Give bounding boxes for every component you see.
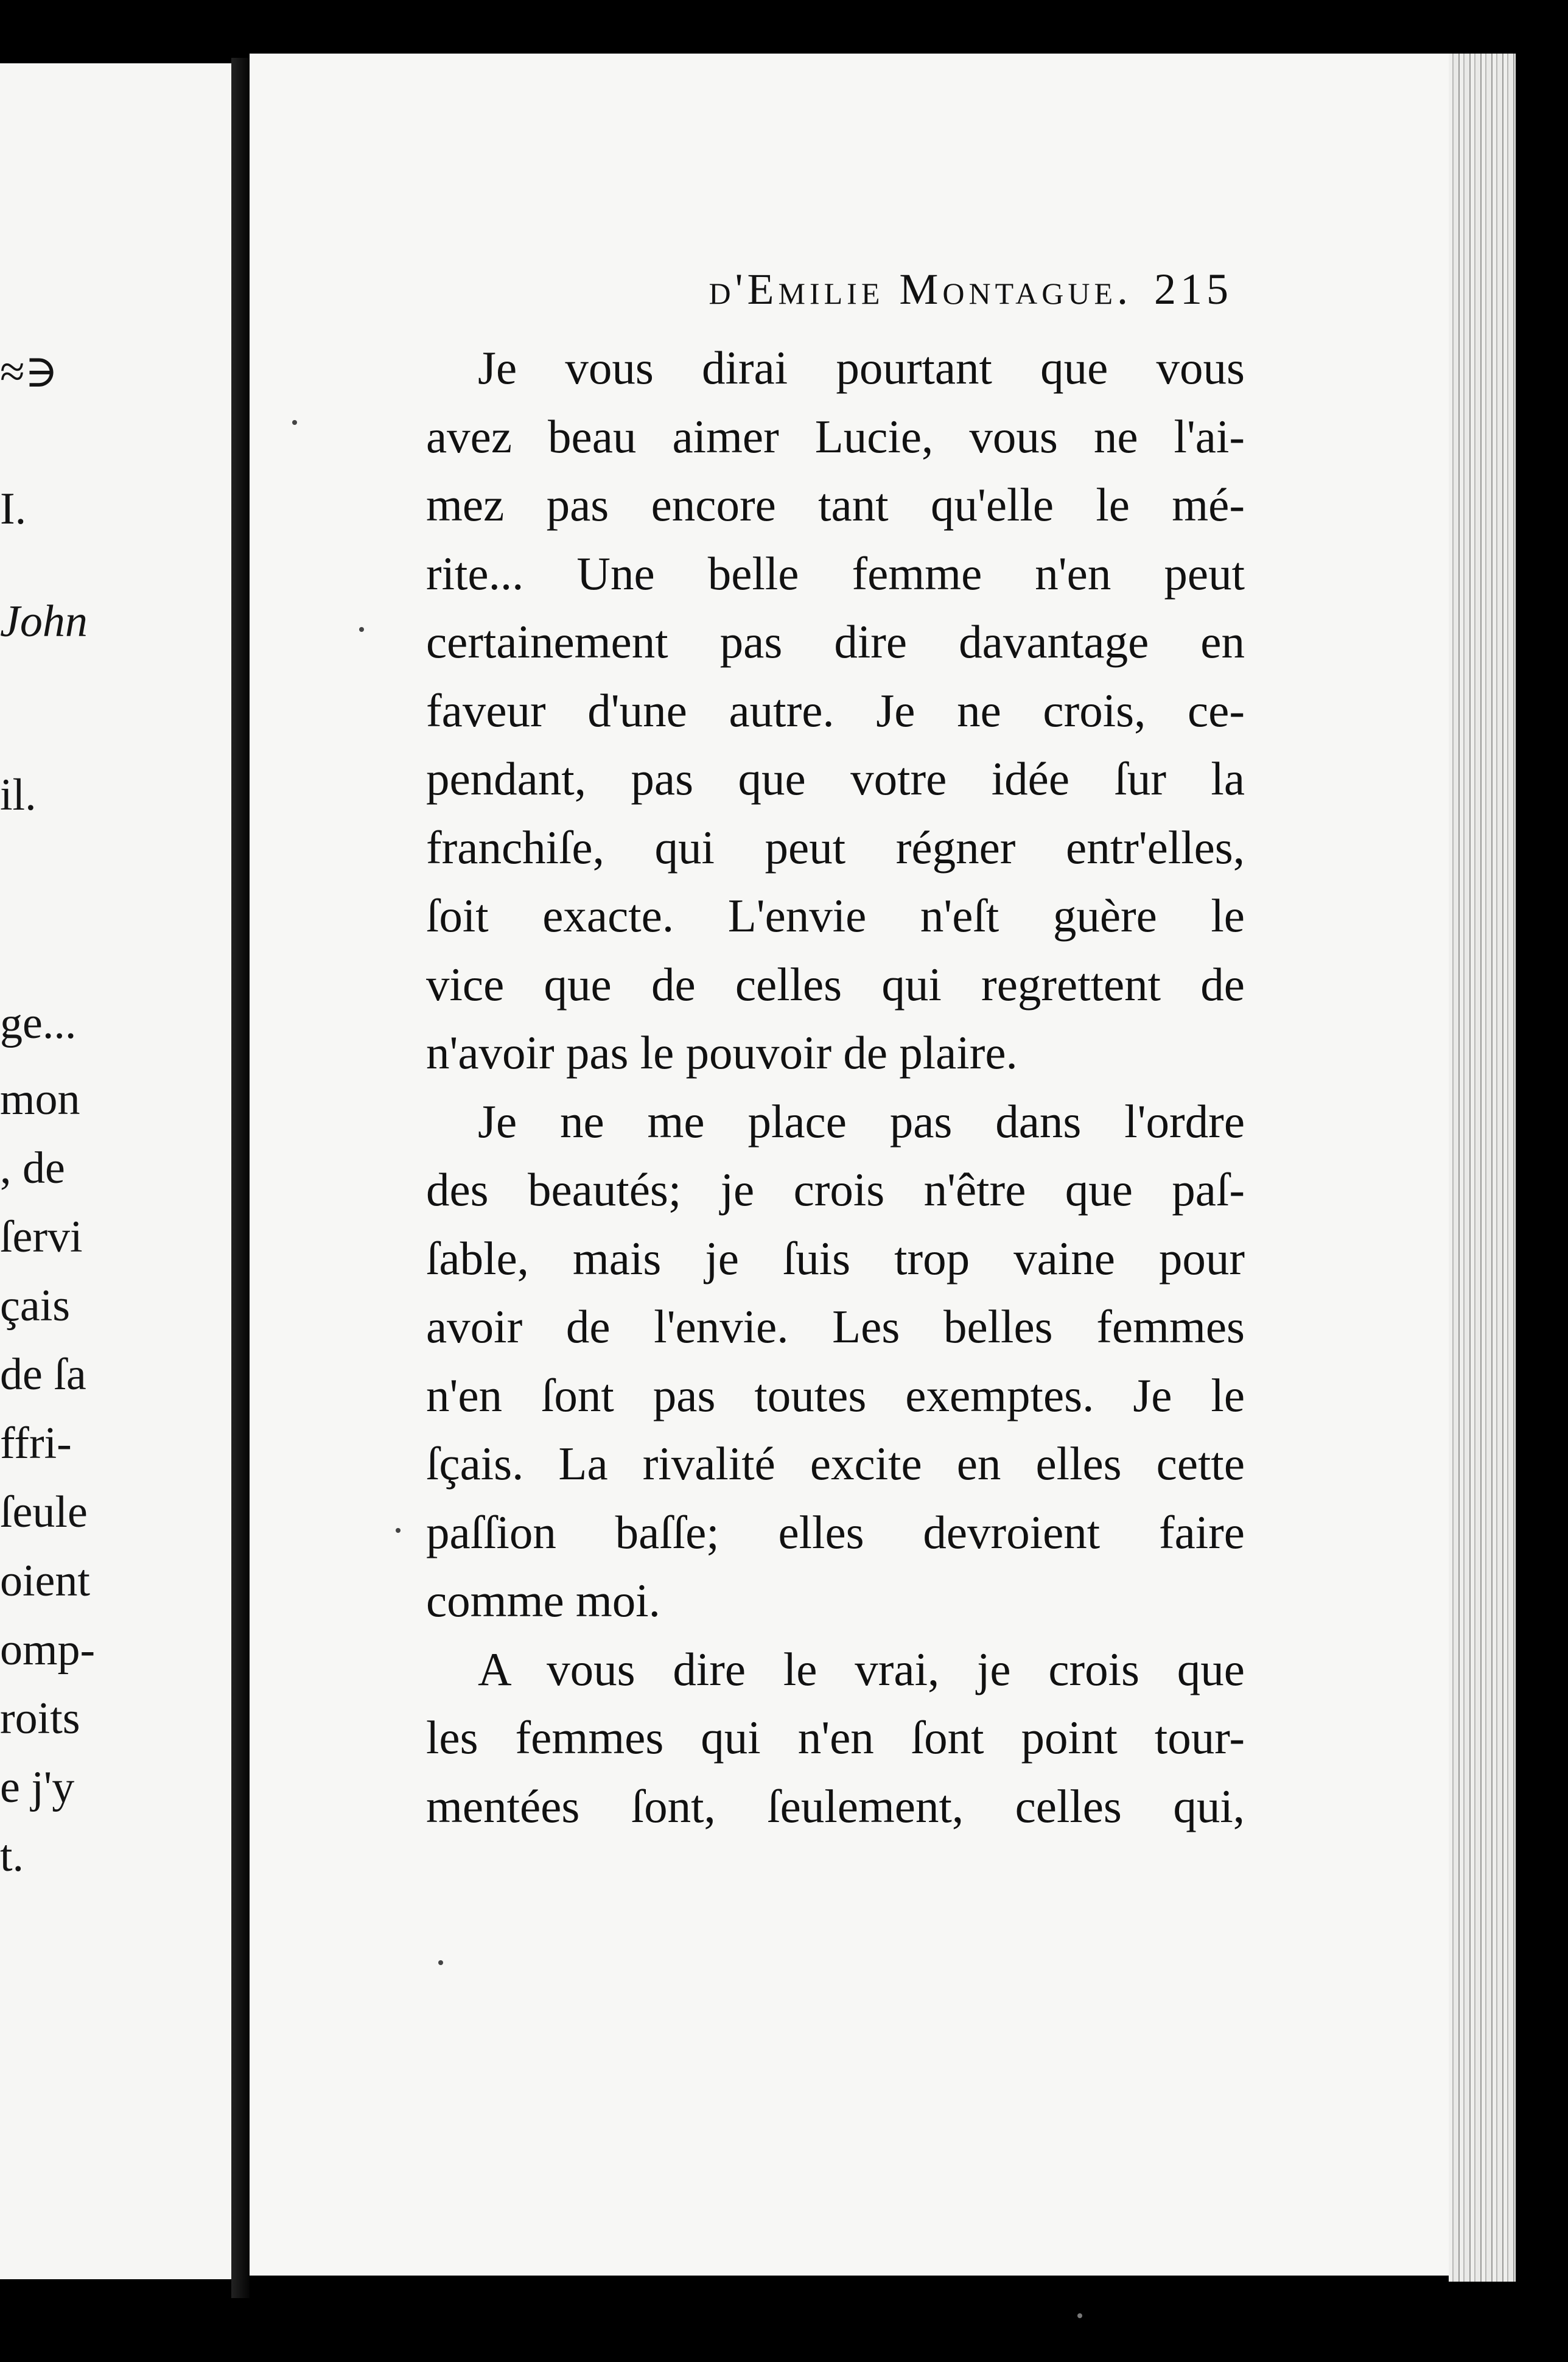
scan-speck xyxy=(438,1960,443,1965)
text-line: A vous dire le vrai, je crois que xyxy=(478,1642,1245,1695)
text-line: ſçais. La rivalité excite en elles cette xyxy=(426,1437,1245,1490)
text-line: les femmes qui n'en ſont point tour- xyxy=(426,1711,1245,1764)
text-line: ſoit exacte. L'envie n'eſt guère le xyxy=(426,889,1245,942)
left-page-fragment: roits xyxy=(0,1694,80,1743)
scan-speck xyxy=(1077,2313,1082,2318)
running-head xyxy=(268,262,1233,317)
text-line: comme moi. xyxy=(426,1574,660,1627)
text-line: Je vous dirai pourtant que vous xyxy=(478,342,1245,394)
scan-speck xyxy=(359,627,364,632)
text-line: n'avoir pas le pouvoir de plaire. xyxy=(426,1026,1018,1079)
left-page-fragment: ge... xyxy=(0,998,77,1048)
left-page xyxy=(0,63,231,2279)
text-line: faveur d'une autre. Je ne crois, ce- xyxy=(426,684,1245,737)
left-page-fragment: ſeule xyxy=(0,1487,88,1537)
scan-speck xyxy=(292,420,297,425)
text-line: franchiſe, qui peut régner entr'elles, xyxy=(426,821,1245,874)
left-page-fragment: mon xyxy=(0,1074,80,1124)
text-line: certainement pas dire davantage en xyxy=(426,615,1245,668)
text-line: paſſion baſſe; elles devroient faire xyxy=(426,1505,1245,1558)
scan-speck xyxy=(396,1528,401,1533)
left-page-fragment: I. xyxy=(0,484,27,534)
left-page-fragment: çais xyxy=(0,1281,71,1331)
left-page-fragment: e j'y xyxy=(0,1762,75,1812)
text-line: mez pas encore tant qu'elle le mé- xyxy=(426,478,1245,531)
running-head-title: d'Emilie Montague. xyxy=(709,265,1132,314)
text-line: n'en ſont pas toutes exemptes. Je le xyxy=(426,1368,1245,1421)
left-page-fragment: ſervi xyxy=(0,1212,83,1262)
left-page-fragment: ffri- xyxy=(0,1418,72,1468)
text-line: avoir de l'envie. Les belles femmes xyxy=(426,1300,1245,1353)
left-page-fragment: il. xyxy=(0,770,37,820)
text-line: mentées ſont, ſeulement, celles qui, xyxy=(426,1779,1245,1832)
left-page-fragment: de ſa xyxy=(0,1350,86,1400)
scan-border xyxy=(1516,54,1568,2306)
text-line: pendant, pas que votre idée ſur la xyxy=(426,752,1245,805)
text-line: vice que de celles qui regrettent de xyxy=(426,958,1245,1011)
left-page-fragment: t. xyxy=(0,1831,24,1881)
left-page-fragment: , de xyxy=(0,1143,65,1193)
page-edges xyxy=(1449,54,1516,2282)
left-page-fragment: John xyxy=(0,597,88,647)
text-line: rite... Une belle femme n'en peut xyxy=(426,547,1245,600)
left-page-ornament: ≈∋ xyxy=(0,347,58,397)
left-page-fragment: oient xyxy=(0,1556,90,1606)
page-body xyxy=(426,334,1245,1840)
left-page-fragment: omp- xyxy=(0,1625,96,1675)
text-line: Je ne me place pas dans l'ordre xyxy=(478,1095,1245,1148)
text-line: des beautés; je crois n'être que paſ- xyxy=(426,1163,1245,1216)
text-line: ſable, mais je ſuis trop vaine pour xyxy=(426,1232,1245,1284)
book-gutter xyxy=(231,58,250,2298)
text-line: avez beau aimer Lucie, vous ne l'ai- xyxy=(426,410,1245,463)
page-number: 215 xyxy=(1154,265,1233,314)
